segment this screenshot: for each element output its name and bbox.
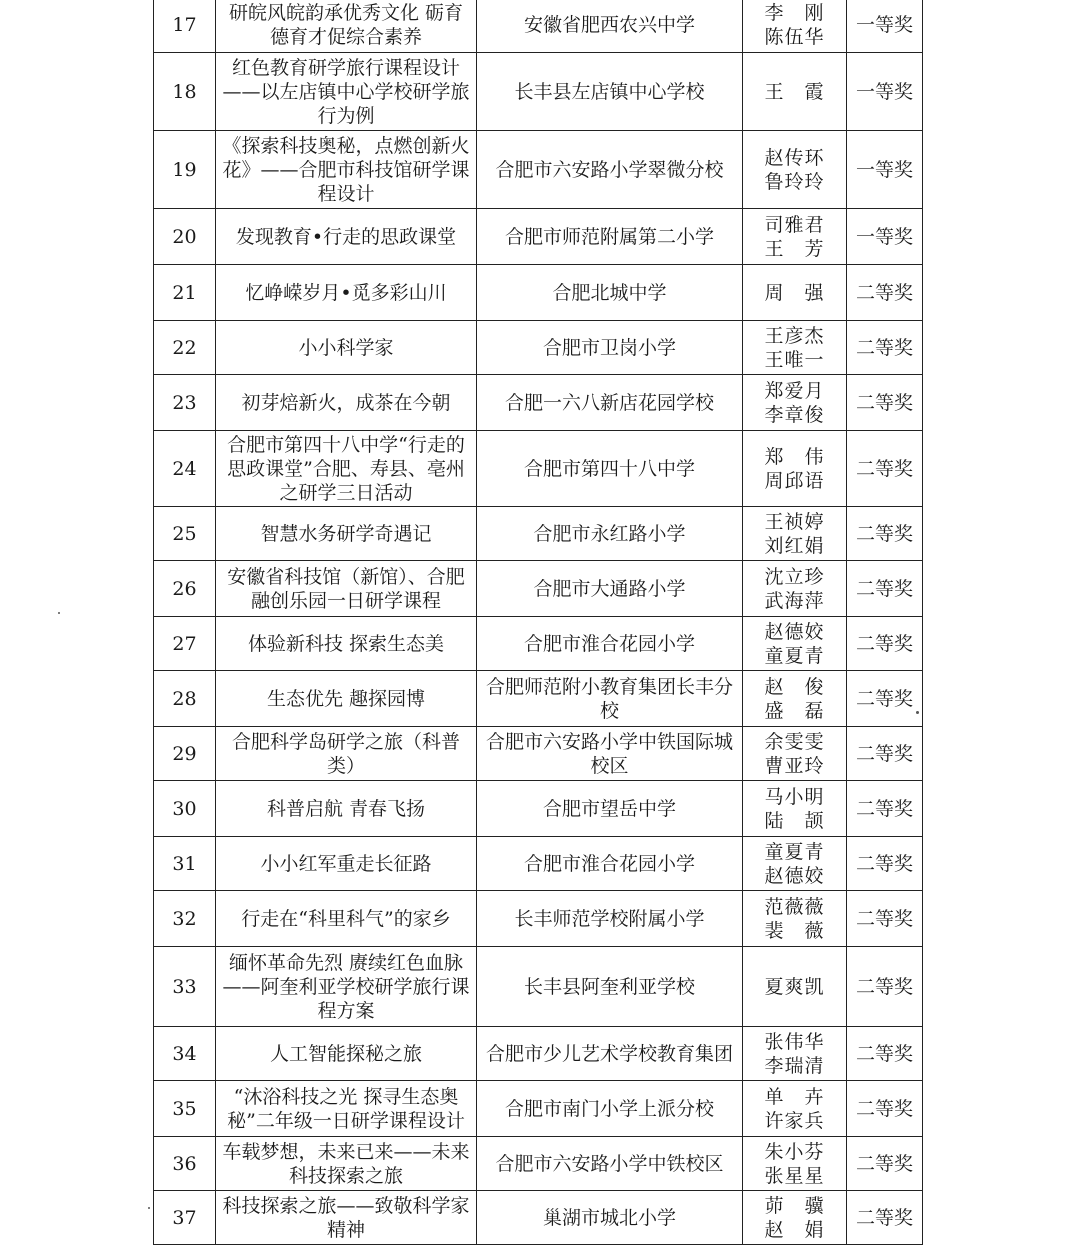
author-name: 张伟华 bbox=[764, 1030, 825, 1053]
authors-cell bbox=[743, 0, 847, 53]
author-name: 王 霞 bbox=[764, 80, 825, 103]
award-level: 二等奖 bbox=[847, 1137, 923, 1191]
award-level: 一等奖 bbox=[847, 131, 923, 209]
project-title: 研皖风皖韵承优秀文化 砺育德育才促综合素养 bbox=[216, 0, 477, 53]
author-name: 陆 颉 bbox=[764, 809, 825, 832]
award-level: 二等奖 bbox=[847, 727, 923, 781]
school-name: 合肥市淮合花园小学 bbox=[477, 837, 743, 891]
authors-cell bbox=[743, 781, 847, 837]
project-title: 缅怀革命先烈 赓续红色血脉——阿奎利亚学校研学旅行课程方案 bbox=[216, 947, 477, 1027]
row-number: 30 bbox=[154, 781, 216, 837]
row-number: 29 bbox=[154, 727, 216, 781]
row-number: 22 bbox=[154, 321, 216, 375]
project-title: 红色教育研学旅行课程设计——以左店镇中心学校研学旅行为例 bbox=[216, 53, 477, 131]
authors-cell bbox=[743, 727, 847, 781]
authors-cell bbox=[743, 671, 847, 727]
author-name: 赵 娟 bbox=[764, 1218, 825, 1241]
school-name: 合肥市南门小学上派分校 bbox=[477, 1081, 743, 1137]
author-name: 王彦杰 bbox=[764, 324, 825, 347]
school-name: 合肥市六安路小学中铁校区 bbox=[477, 1137, 743, 1191]
school-name: 长丰县左店镇中心学校 bbox=[477, 53, 743, 131]
award-level: 一等奖 bbox=[847, 209, 923, 265]
school-name: 合肥市六安路小学中铁国际城校区 bbox=[477, 727, 743, 781]
scan-speck bbox=[148, 1207, 150, 1209]
school-name: 合肥市师范附属第二小学 bbox=[477, 209, 743, 265]
project-title: 合肥市第四十八中学“行走的思政课堂”合肥、寿县、亳州之研学三日活动 bbox=[216, 431, 477, 507]
project-title: 发现教育•行走的思政课堂 bbox=[216, 209, 477, 265]
row-number: 19 bbox=[154, 131, 216, 209]
award-level: 二等奖 bbox=[847, 947, 923, 1027]
award-level: 二等奖 bbox=[847, 1191, 923, 1245]
school-name: 安徽省肥西农兴中学 bbox=[477, 0, 743, 53]
table-row bbox=[154, 561, 923, 617]
author-name: 朱小芬 bbox=[764, 1140, 825, 1163]
project-title: 合肥科学岛研学之旅（科普类） bbox=[216, 727, 477, 781]
award-level: 一等奖 bbox=[847, 53, 923, 131]
row-number: 18 bbox=[154, 53, 216, 131]
school-name: 合肥市淮合花园小学 bbox=[477, 617, 743, 671]
author-name: 鲁玲玲 bbox=[764, 170, 825, 193]
authors-cell bbox=[743, 431, 847, 507]
row-number: 33 bbox=[154, 947, 216, 1027]
table-row bbox=[154, 671, 923, 727]
project-title: 安徽省科技馆（新馆）、合肥融创乐园一日研学课程 bbox=[216, 561, 477, 617]
project-title: 人工智能探秘之旅 bbox=[216, 1027, 477, 1081]
award-level: 二等奖 bbox=[847, 671, 923, 727]
author-name: 王 芳 bbox=[764, 237, 825, 260]
author-name: 许家兵 bbox=[764, 1109, 825, 1132]
authors-cell bbox=[743, 1081, 847, 1137]
award-level: 二等奖 bbox=[847, 617, 923, 671]
scan-speck bbox=[58, 612, 60, 614]
author-name: 陈伍华 bbox=[764, 25, 825, 48]
school-name: 合肥市六安路小学翠微分校 bbox=[477, 131, 743, 209]
authors-cell bbox=[743, 1027, 847, 1081]
table-row bbox=[154, 209, 923, 265]
table-row bbox=[154, 431, 923, 507]
authors-cell bbox=[743, 947, 847, 1027]
school-name: 合肥市望岳中学 bbox=[477, 781, 743, 837]
author-name: 郑爱月 bbox=[764, 379, 825, 402]
school-name: 长丰师范学校附属小学 bbox=[477, 891, 743, 947]
authors-cell bbox=[743, 617, 847, 671]
author-name: 武海萍 bbox=[764, 589, 825, 612]
awards-table-body bbox=[154, 0, 923, 1245]
project-title: 科技探索之旅——致敬科学家精神 bbox=[216, 1191, 477, 1245]
row-number: 20 bbox=[154, 209, 216, 265]
author-name: 单 卉 bbox=[764, 1085, 825, 1108]
author-name: 童夏青 bbox=[764, 840, 825, 863]
project-title: 小小红军重走长征路 bbox=[216, 837, 477, 891]
school-name: 合肥市永红路小学 bbox=[477, 507, 743, 561]
authors-cell bbox=[743, 375, 847, 431]
authors-cell bbox=[743, 321, 847, 375]
row-number: 37 bbox=[154, 1191, 216, 1245]
author-name: 赵传环 bbox=[764, 146, 825, 169]
project-title: “沐浴科技之光 探寻生态奥秘”二年级一日研学课程设计 bbox=[216, 1081, 477, 1137]
award-level: 二等奖 bbox=[847, 891, 923, 947]
row-number: 17 bbox=[154, 0, 216, 53]
author-name: 郑 伟 bbox=[764, 445, 825, 468]
authors-cell bbox=[743, 53, 847, 131]
school-name: 合肥师范附小教育集团长丰分校 bbox=[477, 671, 743, 727]
author-name: 司雅君 bbox=[764, 213, 825, 236]
award-level: 二等奖 bbox=[847, 781, 923, 837]
row-number: 26 bbox=[154, 561, 216, 617]
project-title: 初芽焙新火，成茶在今朝 bbox=[216, 375, 477, 431]
school-name: 合肥市大通路小学 bbox=[477, 561, 743, 617]
school-name: 合肥市第四十八中学 bbox=[477, 431, 743, 507]
award-level: 二等奖 bbox=[847, 1081, 923, 1137]
table-row bbox=[154, 837, 923, 891]
row-number: 36 bbox=[154, 1137, 216, 1191]
award-level: 二等奖 bbox=[847, 837, 923, 891]
award-level: 二等奖 bbox=[847, 561, 923, 617]
author-name: 李章俊 bbox=[764, 403, 825, 426]
scan-speck bbox=[916, 711, 919, 714]
authors-cell bbox=[743, 507, 847, 561]
row-number: 23 bbox=[154, 375, 216, 431]
school-name: 合肥北城中学 bbox=[477, 265, 743, 321]
author-name: 裴 薇 bbox=[764, 919, 825, 942]
table-row bbox=[154, 321, 923, 375]
table-row bbox=[154, 53, 923, 131]
authors-cell bbox=[743, 265, 847, 321]
award-level: 二等奖 bbox=[847, 1027, 923, 1081]
row-number: 25 bbox=[154, 507, 216, 561]
row-number: 35 bbox=[154, 1081, 216, 1137]
project-title: 《探索科技奥秘，点燃创新火花》——合肥市科技馆研学课程设计 bbox=[216, 131, 477, 209]
school-name: 长丰县阿奎利亚学校 bbox=[477, 947, 743, 1027]
table-row bbox=[154, 727, 923, 781]
project-title: 科普启航 青春飞扬 bbox=[216, 781, 477, 837]
author-name: 曹亚玲 bbox=[764, 754, 825, 777]
table-row bbox=[154, 1191, 923, 1245]
project-title: 生态优先 趣探园博 bbox=[216, 671, 477, 727]
row-number: 21 bbox=[154, 265, 216, 321]
row-number: 32 bbox=[154, 891, 216, 947]
project-title: 忆峥嵘岁月•觅多彩山川 bbox=[216, 265, 477, 321]
author-name: 周 强 bbox=[764, 281, 825, 304]
award-level: 二等奖 bbox=[847, 321, 923, 375]
author-name: 范薇薇 bbox=[764, 895, 825, 918]
project-title: 行走在“科里科气”的家乡 bbox=[216, 891, 477, 947]
author-name: 童夏青 bbox=[764, 644, 825, 667]
table-row bbox=[154, 781, 923, 837]
author-name: 刘红娟 bbox=[764, 534, 825, 557]
authors-cell bbox=[743, 209, 847, 265]
award-level: 二等奖 bbox=[847, 375, 923, 431]
author-name: 沈立珍 bbox=[764, 565, 825, 588]
author-name: 李 刚 bbox=[764, 1, 825, 24]
table-row bbox=[154, 617, 923, 671]
row-number: 27 bbox=[154, 617, 216, 671]
author-name: 夏爽凯 bbox=[764, 975, 825, 998]
table-row bbox=[154, 507, 923, 561]
project-title: 体验新科技 探索生态美 bbox=[216, 617, 477, 671]
authors-cell bbox=[743, 891, 847, 947]
author-name: 张星星 bbox=[764, 1164, 825, 1187]
row-number: 31 bbox=[154, 837, 216, 891]
author-name: 茆 骥 bbox=[764, 1194, 825, 1217]
author-name: 赵德姣 bbox=[764, 864, 825, 887]
authors-cell bbox=[743, 1191, 847, 1245]
authors-cell bbox=[743, 1137, 847, 1191]
project-title: 车载梦想，未来已来——未来科技探索之旅 bbox=[216, 1137, 477, 1191]
author-name: 盛 磊 bbox=[764, 699, 825, 722]
authors-cell bbox=[743, 131, 847, 209]
table-row bbox=[154, 891, 923, 947]
author-name: 王祯婷 bbox=[764, 510, 825, 533]
author-name: 王唯一 bbox=[764, 348, 825, 371]
award-level: 二等奖 bbox=[847, 507, 923, 561]
project-title: 智慧水务研学奇遇记 bbox=[216, 507, 477, 561]
row-number: 28 bbox=[154, 671, 216, 727]
school-name: 合肥市卫岗小学 bbox=[477, 321, 743, 375]
award-level: 二等奖 bbox=[847, 431, 923, 507]
school-name: 合肥一六八新店花园学校 bbox=[477, 375, 743, 431]
school-name: 合肥市少儿艺术学校教育集团 bbox=[477, 1027, 743, 1081]
author-name: 李瑞清 bbox=[764, 1054, 825, 1077]
table-row bbox=[154, 131, 923, 209]
project-title: 小小科学家 bbox=[216, 321, 477, 375]
award-level: 二等奖 bbox=[847, 265, 923, 321]
author-name: 马小明 bbox=[764, 785, 825, 808]
table-row bbox=[154, 1137, 923, 1191]
table-row bbox=[154, 1081, 923, 1137]
awards-table bbox=[153, 0, 923, 1245]
row-number: 24 bbox=[154, 431, 216, 507]
authors-cell bbox=[743, 837, 847, 891]
author-name: 赵德姣 bbox=[764, 620, 825, 643]
table-row bbox=[154, 265, 923, 321]
author-name: 余雯雯 bbox=[764, 730, 825, 753]
row-number: 34 bbox=[154, 1027, 216, 1081]
table-row bbox=[154, 375, 923, 431]
author-name: 赵 俊 bbox=[764, 675, 825, 698]
table-row bbox=[154, 0, 923, 53]
author-name: 周邱语 bbox=[764, 469, 825, 492]
award-level: 一等奖 bbox=[847, 0, 923, 53]
table-row bbox=[154, 947, 923, 1027]
table-row bbox=[154, 1027, 923, 1081]
authors-cell bbox=[743, 561, 847, 617]
school-name: 巢湖市城北小学 bbox=[477, 1191, 743, 1245]
